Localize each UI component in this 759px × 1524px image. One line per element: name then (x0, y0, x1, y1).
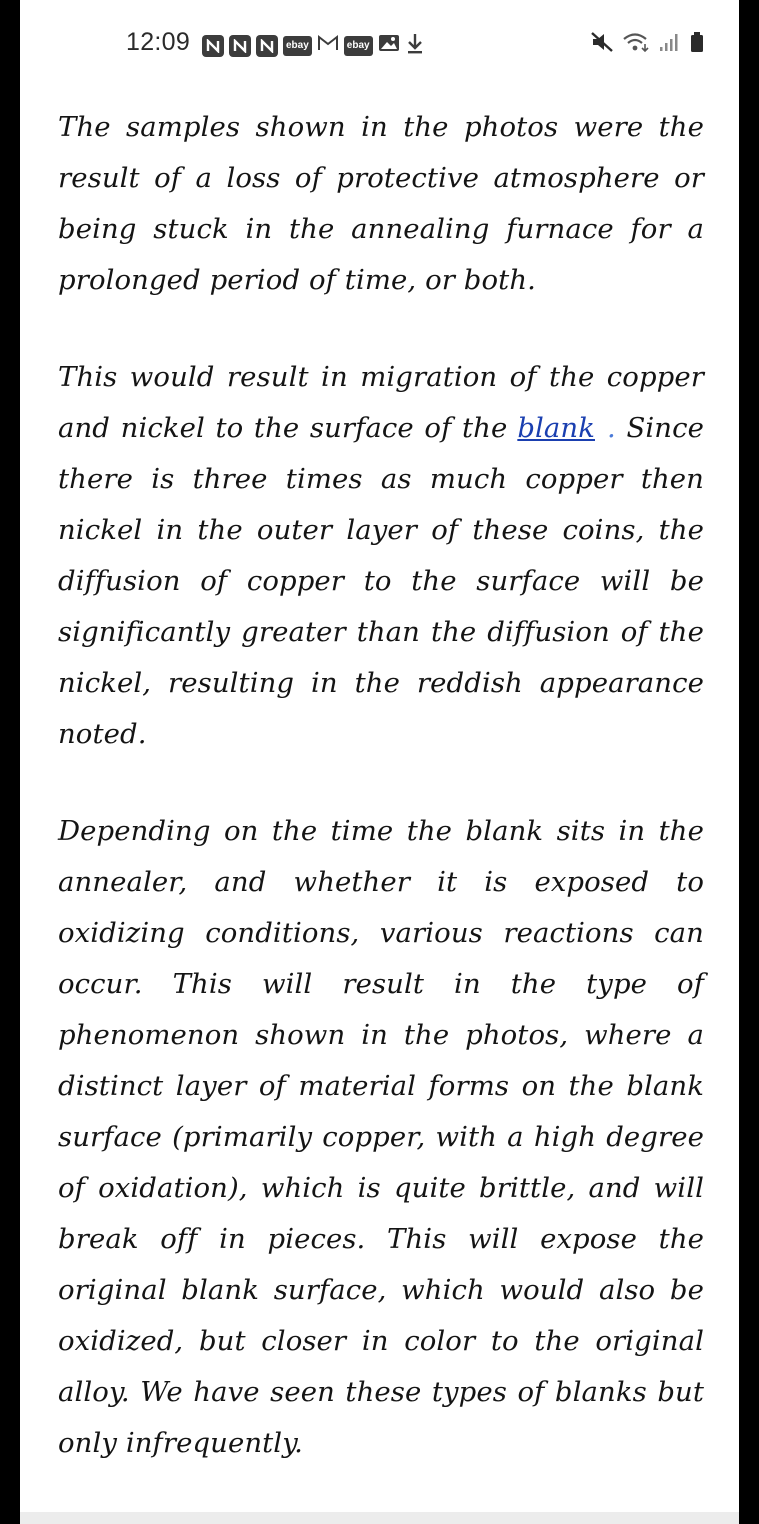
download-icon (405, 32, 425, 59)
paragraph-2-text-before-link: This would result in migration of the copper and nickel to the surface of the (58, 361, 704, 444)
mute-icon (590, 31, 614, 58)
ebay-icon: ebay (344, 36, 373, 56)
paragraph-2 (58, 352, 704, 760)
system-icons (590, 31, 704, 58)
ebay-icon: ebay (283, 36, 312, 56)
blank-link[interactable]: blank (517, 412, 595, 444)
link-trailing-dot: . (607, 412, 616, 444)
signal-icon (658, 31, 682, 58)
paragraph-1: The samples shown in the photos were the result of a loss of protective atmosphere or being stuck in the annealing furnace for a prolonged period of time, or both. (58, 111, 704, 296)
gmail-icon (317, 34, 339, 57)
notification-icons (202, 32, 425, 59)
bottom-edge (20, 1512, 739, 1524)
n-app-icon (256, 35, 278, 57)
n-app-icon (202, 35, 224, 57)
paragraph-2-text-after-link: Since there is three times as much copper then nickel in the outer layer of these coins, the diffusion of copper to the surface will be significantly greater than the diffusion of the nickel, resulting in the reddish appearance noted. (58, 412, 704, 750)
paragraph-3: Depending on the time the blank sits in the annealer, and whether it is exposed to oxidizing conditions, various reactions can occur. This will result in the type of phenomenon shown in the photos, where a distinct layer of material forms on the blank surface (primarily copper, with a high degree of oxidation), which is quite brittle, and will break off in pieces. This will expose the original blank surface, which would also be oxidized, but closer in color to the original alloy. We have seen these types of blanks but only infrequently. (58, 815, 704, 1459)
gallery-icon (378, 33, 400, 58)
battery-icon (690, 31, 704, 58)
article-body (58, 102, 704, 1515)
phone-screen (20, 0, 739, 1524)
n-app-icon (229, 35, 251, 57)
wifi-icon (622, 31, 650, 58)
status-time: 12:09 (126, 28, 191, 56)
status-bar (20, 0, 739, 92)
